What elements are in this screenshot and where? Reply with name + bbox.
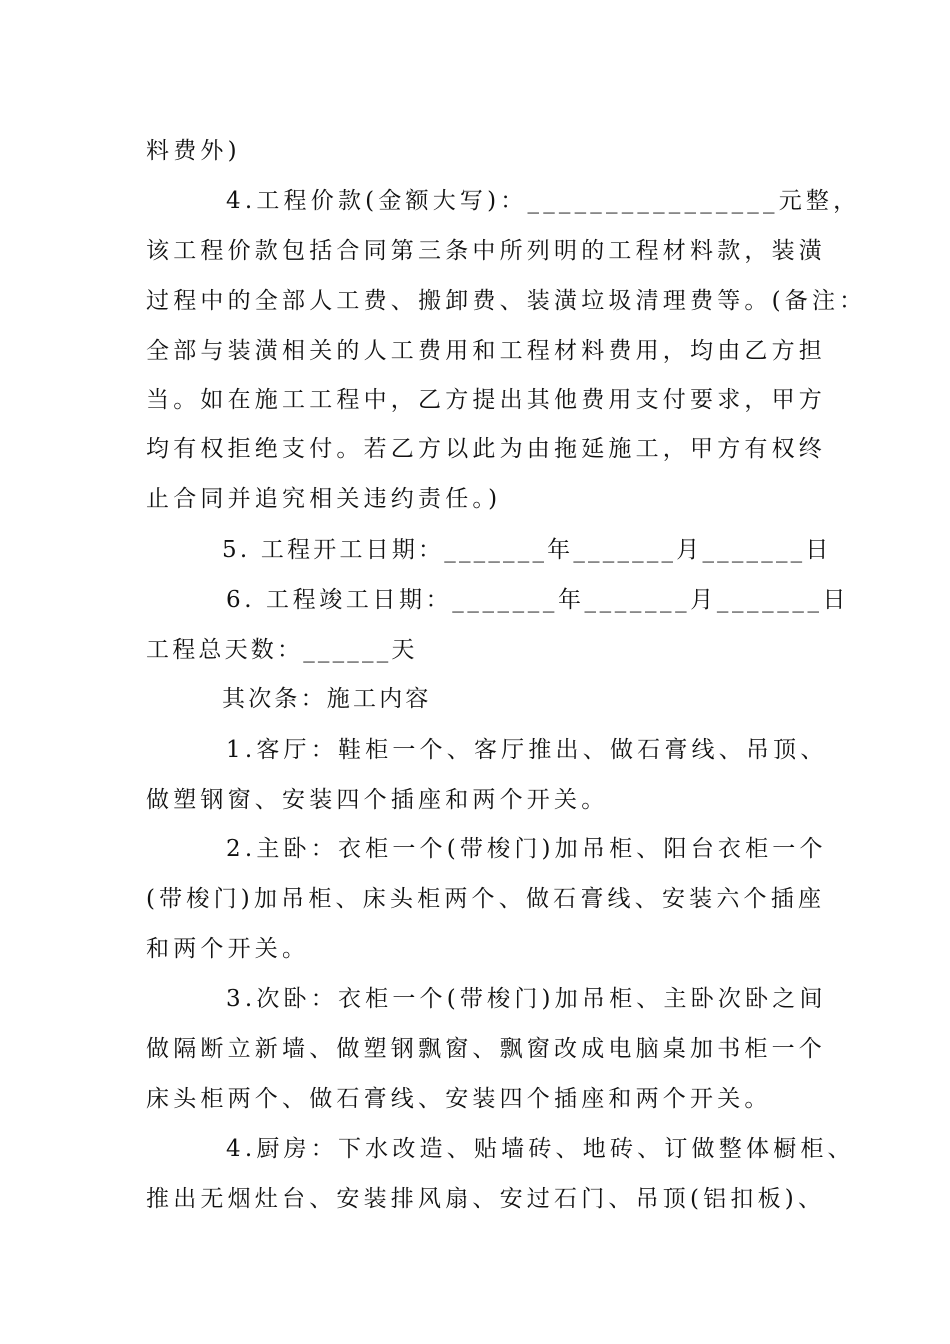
text-line: 做隔断立新墙、做塑钢飘窗、飘窗改成电脑桌加书柜一个 (146, 1036, 826, 1062)
text-line: 1.客厅：鞋柜一个、客厅推出、做石膏线、吊顶、 (226, 737, 828, 763)
text-line: 2.主卧：衣柜一个(带梭门)加吊柜、阳台衣柜一个 (226, 836, 827, 862)
text-line: 床头柜两个、做石膏线、安装四个插座和两个开关。 (146, 1086, 772, 1112)
text-line: 3.次卧：衣柜一个(带梭门)加吊柜、主卧次卧之间 (226, 986, 827, 1012)
text-line: 6. 工程竣工日期：_______年_______月_______日 (226, 587, 850, 613)
text-line: 料费外) (146, 138, 241, 164)
text-line: 均有权拒绝支付。若乙方以此为由拖延施工，甲方有权终 (146, 436, 826, 462)
text-line: 该工程价款包括合同第三条中所列明的工程材料款，装潢 (146, 238, 826, 264)
text-line: (带梭门)加吊柜、床头柜两个、做石膏线、安装六个插座 (146, 886, 826, 912)
text-line: 4.工程价款(金额大写)：________________元整， (226, 188, 861, 214)
text-line: 当。如在施工工程中，乙方提出其他费用支付要求，甲方 (146, 387, 826, 413)
text-line: 止合同并追究相关违约责任。) (146, 486, 502, 512)
text-line: 5. 工程开工日期：_______年_______月_______日 (222, 537, 832, 563)
text-line: 过程中的全部人工费、搬卸费、装潢垃圾清理费等。(备注： (146, 288, 867, 314)
text-line: 全部与装潢相关的人工费用和工程材料费用，均由乙方担 (146, 338, 826, 364)
text-line: 其次条：施工内容 (222, 686, 432, 712)
text-line: 4.厨房：下水改造、贴墙砖、地砖、订做整体橱柜、 (226, 1136, 855, 1162)
text-line: 推出无烟灶台、安装排风扇、安过石门、吊顶(铝扣板)、 (146, 1186, 826, 1212)
text-line: 做塑钢窗、安装四个插座和两个开关。 (146, 787, 609, 813)
text-line: 和两个开关。 (146, 936, 310, 962)
text-line: 工程总天数：______天 (146, 637, 418, 663)
